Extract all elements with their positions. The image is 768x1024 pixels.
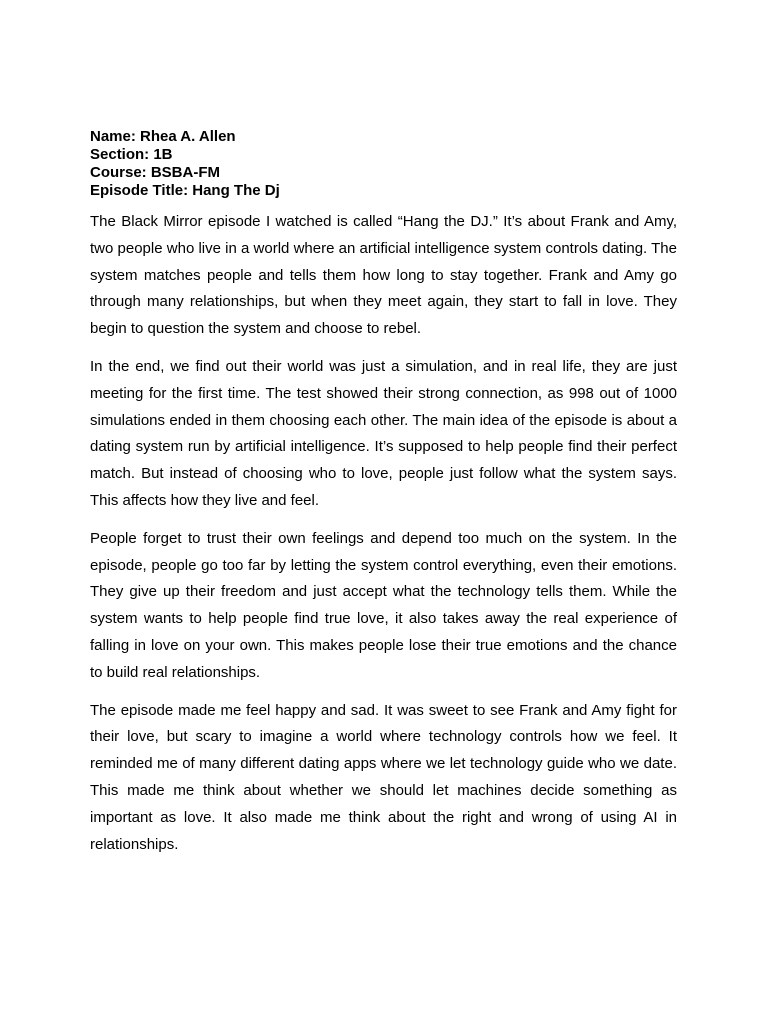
student-name: Name: Rhea A. Allen [90,128,236,145]
paragraph-analysis: People forget to trust their own feelings and depend too much on the system. In the episode, people go too far by letting the system control everything, even their emotions. They give up their freedom and just accept what the technology tells them. While the system wants to help people find true love, it also takes away the real experience of falling in love on your own. This makes people lose their true emotions and the chance to build real relationships. [90,529,677,681]
student-course: Course: BSBA-FM [90,164,220,181]
paragraph-reflection: The episode made me feel happy and sad. It was sweet to see Frank and Amy fight for their love, but scary to imagine a world where technology controls how we feel. It reminded me of many different dating apps where we let technology guide who we date. This made me think about whether we should let machines decide something as important as love. It also made me think about the right and wrong of using AI in relationships. [90,701,677,853]
paragraph-main-idea: In the end, we find out their world was just a simulation, and in real life, they are just meeting for the first time. The test showed their strong connection, as 998 out of 1000 simulations ended in them choosing each other. The main idea of the episode is about a dating system run by artificial intelligence. It’s supposed to help people find their perfect match. But instead of choosing who to love, people just follow what the system says. This affects how they live and feel. [90,357,677,509]
student-section: Section: 1B [90,146,173,163]
document-page [90,128,677,869]
episode-title: Episode Title: Hang The Dj [90,182,280,199]
paragraph-summary: The Black Mirror episode I watched is called “Hang the DJ.” It’s about Frank and Amy, two people who live in a world where an artificial intelligence system controls dating. The system matches people and tells them how long to stay together. Frank and Amy go through many relationships, but when they meet again, they start to fall in love. They begin to question the system and choose to rebel. [90,213,677,338]
header-block [90,128,677,200]
